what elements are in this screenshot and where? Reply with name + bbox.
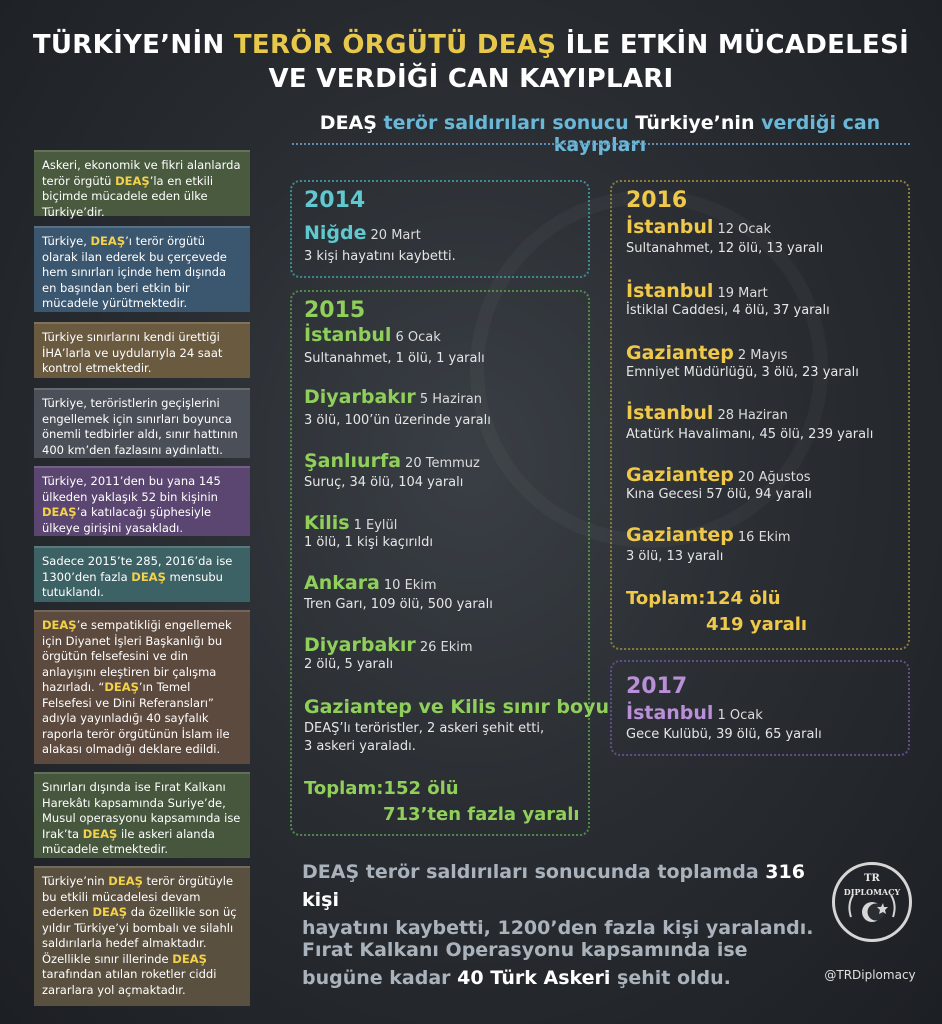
year-2015: 2015 — [304, 298, 366, 323]
event-detail: 1 ölü, 1 kişi kaçırıldı — [304, 535, 433, 550]
subtitle — [280, 112, 920, 156]
event-city: Gaziantep 16 Ekim — [626, 524, 791, 546]
subtitle-divider — [292, 143, 910, 145]
total-2016: Toplam:124 ölü — [626, 588, 781, 609]
summary-soldiers: Fırat Kalkanı Operasyonu kapsamında ise bugüne kadar 40 Türk Askeri şehit oldu. — [302, 939, 748, 989]
event-city: İstanbul 28 Haziran — [626, 402, 788, 424]
tr-diplomacy-logo — [832, 862, 912, 942]
event-city: Gaziantep 2 Mayıs — [626, 342, 788, 364]
title-part: TÜRKİYE’NİN — [32, 30, 234, 60]
subtitle-part: verdiği can kayıpları — [553, 112, 881, 156]
subtitle-part: DEAŞ — [319, 112, 377, 134]
event-city: Kilis 1 Eylül — [304, 512, 398, 534]
year-2016: 2016 — [626, 188, 688, 213]
twitter-handle: @TRDiplomacy — [824, 968, 916, 982]
crescent-star-icon — [835, 865, 909, 939]
event-detail: Emniyet Müdürlüğü, 3 ölü, 23 yaralı — [626, 365, 859, 380]
year-2014: 2014 — [304, 188, 366, 213]
event-detail: Sultanahmet, 12 ölü, 13 yaralı — [626, 241, 824, 256]
info-box: Türkiye sınırlarını kendi ürettiği İHA’larla ve uydularıyla 24 saat kontrol etmektedir. — [34, 322, 250, 378]
event-detail: Suruç, 34 ölü, 104 yaralı — [304, 475, 464, 490]
info-box: Türkiye, 2011’den bu yana 145 ülkeden yaklaşık 52 bin kişinin DEAŞ’a katılacağı şüphesiyle ülkeye girişini yasakladı. — [34, 466, 250, 536]
logo-top-text: TR — [864, 873, 880, 884]
event-detail: 3 ölü, 100’ün üzerinde yaralı — [304, 413, 491, 428]
event-detail: 3 askeri yaraladı. — [304, 739, 416, 754]
event-city: Niğde 20 Mart — [304, 222, 421, 244]
main-title — [0, 28, 942, 96]
event-city: Şanlıurfa 20 Temmuz — [304, 450, 480, 472]
event-city: Diyarbakır 5 Haziran — [304, 386, 482, 408]
info-box: Türkiye, DEAŞ’ı terör örgütü olarak ilan ederek bu çerçevede hem sınırları içinde hem dışında en başından beri etkin bir mücadele yürütmektedir. — [34, 226, 250, 312]
info-box: Sınırları dışında ise Fırat Kalkanı Harekâtı kapsamında Suriye’de, Musul operasyonu kapsamında ise Irak’ta DEAŞ ile askeri alanda mücadele etmektedir. — [34, 772, 250, 858]
event-detail: 2 ölü, 5 yaralı — [304, 657, 394, 672]
info-box: Askeri, ekonomik ve fikri alanlarda terör örgütü DEAŞ’la en etkili biçimde mücadele eden ülke Türkiye’dir. — [34, 150, 250, 216]
info-box: Türkiye’nin DEAŞ terör örgütüyle bu etkili mücadelesi devam ederken DEAŞ da özellikle son üç yıldır Türkiye’yi bombalı ve silahlı saldırılarla hedef almaktadır. Özellikle sınır illerinde DEAŞ tarafından atılan roketler ciddi zararlara yol açmaktadır. — [34, 866, 250, 1006]
total-2016-injured: 419 yaralı — [706, 614, 808, 635]
event-city: Gaziantep 20 Ağustos — [626, 464, 811, 486]
event-city: Ankara 10 Ekim — [304, 572, 437, 594]
event-city: İstanbul 1 Ocak — [626, 702, 763, 724]
event-city: İstanbul 12 Ocak — [626, 216, 772, 238]
event-detail: Gece Kulübü, 39 ölü, 65 yaralı — [626, 727, 822, 742]
logo-mid-text: DIPLOMACY — [843, 887, 901, 897]
event-detail: Sultanahmet, 1 ölü, 1 yaralı — [304, 351, 485, 366]
title-part: İLE ETKİN MÜCADELESİ — [556, 30, 910, 60]
event-detail: 3 kişi hayatını kaybetti. — [304, 249, 456, 264]
subtitle-part: terör saldırıları sonucu — [376, 112, 636, 134]
event-city: İstanbul 6 Ocak — [304, 324, 441, 346]
event-detail: DEAŞ’lı teröristler, 2 askeri şehit etti, — [304, 721, 545, 736]
title-line2: VE VERDİĞİ CAN KAYIPLARI — [268, 64, 674, 94]
event-detail: Atatürk Havalimanı, 45 ölü, 239 yaralı — [626, 427, 874, 442]
subtitle-part: Türkiye’nin — [635, 112, 755, 134]
event-detail: 3 ölü, 13 yaralı — [626, 549, 724, 564]
event-detail: İstiklal Caddesi, 4 ölü, 37 yaralı — [626, 303, 830, 318]
total-2015-injured: 713’ten fazla yaralı — [383, 804, 580, 825]
year-2017: 2017 — [626, 674, 688, 699]
info-box: DEAŞ’e sempatikliği engellemek için Diyanet İşleri Başkanlığı bu örgütün felsefesini ve din anlayışını eleştiren bir çalışma hazırladı. “DEAŞ’ın Temel Felsefesi ve Dini Referansları” adıyla yayınladığı 40 sayfalık raporla terör örgütünün İslam ile alakası olmadığı deklare edildi. — [34, 610, 250, 764]
event-city: Diyarbakır 26 Ekim — [304, 634, 473, 656]
info-box: Türkiye, teröristlerin geçişlerini engellemek için sınırları boyunca önemli tedbirler aldı, sınır hattının 400 km’den fazlasını aydınlattı. — [34, 388, 250, 458]
title-highlight: TERÖR ÖRGÜTÜ DEAŞ — [233, 30, 557, 60]
event-detail: Kına Gecesi 57 ölü, 94 yaralı — [626, 487, 812, 502]
event-city: Gaziantep ve Kilis sınır boyu — [304, 696, 610, 718]
event-detail: Tren Garı, 109 ölü, 500 yaralı — [304, 597, 493, 612]
total-2015: Toplam:152 ölü — [304, 778, 459, 799]
info-box: Sadece 2015’te 285, 2016’da ise 1300’den fazla DEAŞ mensubu tutuklandı. — [34, 546, 250, 602]
summary-deaths: DEAŞ terör saldırıları sonucunda toplamda 316 kişi hayatını kaybetti, 1200’den fazla kişi yaralandı. — [302, 861, 814, 939]
event-city: İstanbul 19 Mart — [626, 280, 768, 302]
